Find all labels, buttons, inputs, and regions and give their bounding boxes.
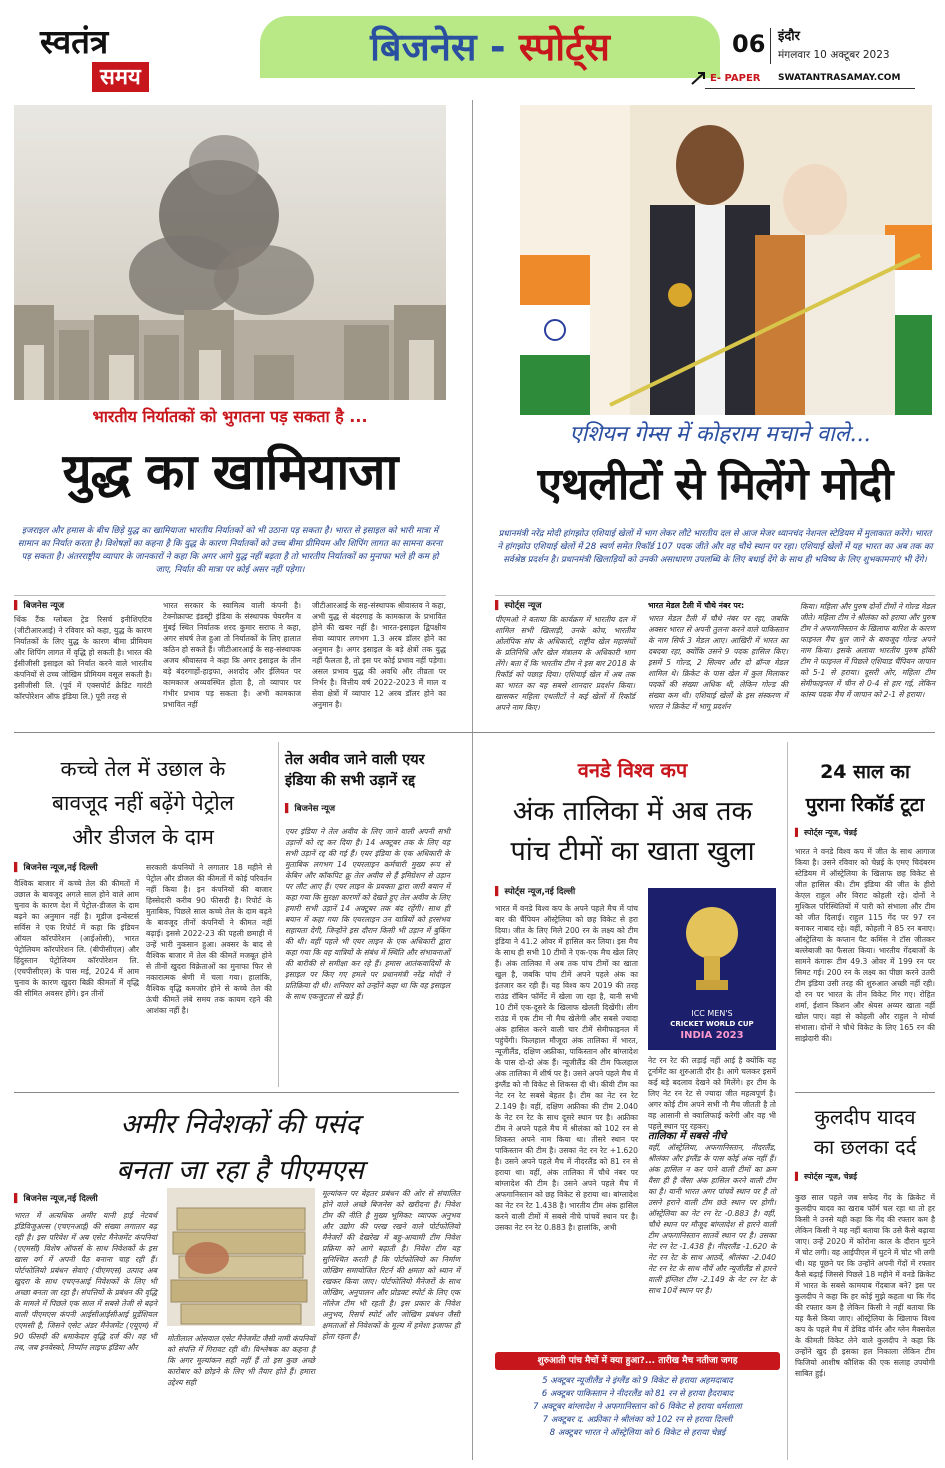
worldcup-headline <box>490 792 775 872</box>
worldcup-headline-line1: अंक तालिका में अब तक <box>512 796 753 827</box>
pms-col2: मोतीलाल ओसवाल एसेट मैनेजमेंट जैसी नामी कंपनियों को संपत्ति में गिरावट रही थी। विश्लेषक का कहना है कि अगर मूल्यांकन सही नहीं हैं तो इस कुछ अच्छे कारोबार को छोड़ने के लिए भी तैयार होते हैं। हमारा उद्देश्य सही <box>167 1334 315 1387</box>
worldcup-col2: नेट रन रेट की लड़ाई नहीं आई है क्योंकि यह टूर्नामेंट का शुरुआती दौर है। आगे चलकर इसमें कई बड़े बदलाव देखने को मिलेंगे। हर टीम के लिए नेट रन रेट से ज्यादा जीत महत्वपूर्ण है। अगर कोई टीम अपने सभी नौ मैच जीतती है तो वह आसानी से क्वालिफाई करेगी और वह भी पहले स्थान पर रहकर। <box>648 1056 776 1131</box>
worldcup-col2b: वहीं, ऑस्ट्रेलिया, अफगानिस्तान, नीदरलैंड, श्रीलंका और इंग्लैंड के पास कोई अंक नहीं हैं। अंक हासिल न कर पाने वाली टीमों का क्रम वैसा ही है जैसा अंक हासिल करने वाली टीम का है। यानी भारत अगर पांचवें स्थान पर है तो उसने हराने वाली टीम छठे स्थान पर होगी। ऑस्ट्रेलिया का नेट रन रेट -0.883 है। वहीं, चौथे स्थान पर मौजूद बांग्लादेश से हारने वाली टीम अफगानिस्तान सातवें स्थान पर है। उसका नेट रन रेट -1.438 है। नीदरलैंड -1.620 के नेट रन रेट के साथ आठवें, श्रीलंका -2.040 नेट रन रेट के साथ नौवें और न्यूजीलैंड से हारने वाली इंग्लिश टीम -2.149 के नेट रन रेट के साथ 10वें स्थान पर है। <box>648 1143 776 1295</box>
fixture-row: 7 अक्टूबर बांग्लादेश ने अफगानिस्तान को 6 विकेट से हराया धर्मशाला <box>533 1401 742 1411</box>
logo[interactable] <box>40 22 190 94</box>
trophy-line1: ICC MEN'S <box>691 1009 733 1018</box>
worldcup-byline: ▌ स्पोर्ट्स न्यूज,नई दिल्ली <box>495 886 575 897</box>
worldcup-headline-line2: पांच टीमों का खाता खुला <box>510 836 755 867</box>
pms-byline: ▌ बिजनेस न्यूज,नई दिल्ली <box>14 1193 98 1204</box>
section-banner <box>260 16 720 78</box>
war-headline: युद्ध का खामियाजा <box>62 443 398 501</box>
record-headline-line2: पुराना रिकॉर्ड टूटा <box>805 794 925 816</box>
kuldeep-byline: ▌ स्पोर्ट्स न्यूज, चेन्नई <box>795 1172 857 1182</box>
section-business: बिजनेस <box>370 25 477 69</box>
oil-headline <box>14 752 272 854</box>
record-body: भारत ने वनडे विश्व कप में जीत के साथ आगाज किया है। उसने रविवार को चेन्नई के एमए चिदंबरम स्टेडियम में ऑस्ट्रेलिया के खिलाफ छह विकेट से जीत हासिल की। टीम इंडिया की जीत के हीरो केएल राहुल और विराट कोहली रहे। दोनों ने मुश्किल परिस्थितियों में पारी को संभाला और टीम को जीत दिलाई। राहुल 115 गेंद पर 97 रन बनाकर नाबाद रहे। वहीं, कोहली ने 85 रन बनाए। ऑस्ट्रेलिया के कप्तान पैट कमिंस ने टॉस जीतकर बल्लेबाजी का फैसला किया। भारतीय गेंदबाजों के सामने कंगारू टीम 49.3 ओवर में 199 रन पर सिमट गई। 200 रन के लक्ष्य का पीछा करने उतरी टीम इंडिया उसी तरह की शुरुआत अच्छी नहीं रही। दो रन पर भारत के तीन विकेट गिर गए। रोहित शर्मा, ईशान किशन और श्रेयस अय्यर खाता नहीं खोल पाए। वहां से कोहली और राहुल ने मोर्चा संभाला। दोनों ने चौथे विकेट के लिए 165 रन की साझेदारी की। <box>795 847 935 1043</box>
page-number: 06 <box>732 30 766 58</box>
war-kicker: भारतीय निर्यातकों को भुगतना पड़ सकता है ... <box>92 407 368 426</box>
airline-headline-line1: तेल अवीव जाने वाली एयर <box>285 752 425 768</box>
pms-col3: मूल्यांकन पर बेहतर प्रबंधन की ओर से संचालित होने वाले अच्छे बिजनेस को खरीदना है। निवेश टीम की नीति है मुख्य भूमिका: व्यापक अनुभव और उद्योग की परख रखने वाले पोर्टफोलियो मैनेजरों की देखरेख में बहु-आयामी टीम निवेश प्रक्रिया को आगे बढ़ाती है। निवेश टीम यह सुनिश्चित करती है कि पोर्टफोलियो का निर्माण जोखिम समायोजित रिटर्न की क्षमता को ध्यान में रखकर किया जाए। पोर्टफोलियो मैनेजरों के साथ जोखिम, अनुपालन और प्रोडक्ट स्पोर्ट के लिए एक नॉलेज टीम भी रहती है। इस प्रकार के निवेश अनुभव, रिसर्च स्पोर्ट और जोखिम प्रबंधन जैसी क्षमताओं से निवेशकों के मूल्य में हमेशा इजाफा ही होता रहता है। <box>322 1189 460 1341</box>
oil-headline-line1: कच्चे तेल में उछाल के <box>60 757 226 781</box>
airline-headline <box>285 750 453 792</box>
war-byline: ▌ बिजनेस न्यूज <box>14 600 64 611</box>
fixture-row: 6 अक्टूबर पाकिस्तान ने नीदरलैंड को 81 रन से हराया हैदराबाद <box>541 1388 734 1398</box>
section-separator: - <box>489 25 506 69</box>
modi-col2-head: भारत मेडल टैली में चौथे नंबर पर: <box>648 601 745 610</box>
modi-col3: किया। महिला और पुरुष दोनों टीमों ने गोल्ड मेडल जीते। महिला टीम ने श्रीलंका को हराया और पुरुष टीम ने अफगानिस्तान के खिलाफ बारिश के कारण फाइनल मैच धुल जाने के बावजूद गोल्ड अपने नाम किया। इसके अलावा भारतीय पुरुष हॉकी टीम ने फाइनल में पिछले एशियाड चैंपियन जापान को 5-1 से हराया। दूसरी ओर, महिला टीम सेमीफाइनल में चीन से 0-4 से हार गई, लेकिन कांस्य पदक मैच में जापान को 2-1 से हराया। <box>800 602 935 699</box>
oil-col2: सरकारी कंपनियों ने लगातार 18 महीने से पेट्रोल और डीजल की कीमतों में कोई परिवर्तन नहीं किया है। इन कंपनियों की बाजार हिस्सेदारी करीब 90 फीसदी है। रिपोर्ट के मुताबिक, पिछले साल कच्चे तेल के दाम बढ़ने के बावजूद तीनों कंपनियों ने कीमत नहीं बढ़ाई। इससे 2022-23 की पहली छमाही में उन्हें भारी नुकसान हुआ। अक्सर के बाद से वैश्विक बाजार में तेल की कीमतें मजबूत होने से तीनों खुदरा विक्रेताओं का मुनाफा फिर से नकारात्मक श्रेणी में चला गया। हालांकि, वैश्विक वृद्धि कमजोर होने से कच्चे तेल की ऊंची कीमतें लंबे समय तक कायम रहने की आशंका नहीं है। <box>146 863 272 1015</box>
record-headline-line1: 24 साल का <box>820 761 910 783</box>
section-sports: स्पोर्ट्स <box>518 25 610 69</box>
modi-headline: एथलीटों से मिलेंगे मोदी <box>537 459 893 510</box>
record-headline <box>795 756 935 822</box>
war-col1: थिंक टैंक ग्लोबल ट्रेड रिसर्च इनीशिएटिव (जीटीआरआई) ने रविवार को कहा, युद्ध के कारण निर्यातकों के लिए युद्ध के कारण बीमा प्रीमियम और शिपिंग लागत में वृद्धि हो सकती है। भारत की ईसीजीसी इसाइल को निर्यात करने वाले भारतीय कंपनियों से उच्च जोखिम प्रीमियम वसूल सकती है। इसीजीसी लि. (पूर्व में एक्सपोर्ट क्रेडिट गारंटी कॉरपोरेशन ऑफ इंडिया लि.) पूरी तरह से <box>14 615 152 701</box>
trophy-line2: CRICKET WORLD CUP <box>670 1020 754 1028</box>
epaper-label[interactable]: E- PAPER <box>710 73 761 84</box>
trophy-line3: INDIA 2023 <box>680 1030 744 1041</box>
pms-headline <box>20 1102 460 1194</box>
war-photo <box>14 105 446 400</box>
modi-col2: भारत मेडल टैली में चौथे नंबर पर रहा, जबकि अक्सर भारत से अपनी तुलना करने वाले पाकिस्तान के नाम सिर्फ 3 मेडल आए। आखिरी में भारत का दबदबा रहा, क्योंकि उसने 9 पदक हासिल किए। इसमें 5 गोल्ड, 2 सिल्वर और दो ब्रॉन्ज मेडल शामिल थे। क्रिकेट के पास खेल में कुल मिलाकर पदकों की संख्या अधिक थी, लेकिन गोल्ड की संख्या कम थी। एशियाई खेलों के इस संस्करण में भारत ने क्रिकेट में भागू प्रदर्शन <box>648 614 788 711</box>
oil-byline: ▌ बिजनेस न्यूज,नई दिल्ली <box>14 862 98 873</box>
masthead <box>0 0 945 95</box>
logo-bottom: समय <box>92 62 149 92</box>
airline-body: एयर इंडिया ने तेल अवीव के लिए जाने वाली अपनी सभी उड़ानों को रद्द कर दिया है। 14 अक्टूबर तक के लिए यह सभी उड़ानें रद्द की गई हैं। एयर इंडिया के एक अधिकारी के मुताबिक लगभग 14 एयरलाइन कर्मचारी मुख्य रूप से केबिन और कॉकपिट क्रू तेल अवीव से हैं इमिग्रेशन से उड़ान पर लौट आए हैं। एयर लाइन के प्रवक्ता द्वारा जारी बयान में कहा गया कि सुरक्षा कारणों को देखते हुए तेल अवीव के लिए हमारी सभी उड़ानें 14 अक्टूबर तक बंद रहेंगी। साथ ही बयान में कहा गया कि एयरलाइन उन यात्रियों को हरसंभव सहायता देगी, जिन्होंने इस दौरान किसी भी उड़ान में बुकिंग की थी। वहीं पहले भी एयर लाइन के एक अधिकारी द्वारा कहा गया कि वह यात्रियों के संबंध में स्थिति और संभावनाओं की बारीकी से समीक्षा कर रहे हैं। हमास आतंकवादियों के इसाइल पर किए गए हमले पर प्रधानमंत्री नरेंद्र मोदी ने प्रतिक्रिया दी थी। शनिवार को उन्होंने कहा था कि वह इसाइल के साथ एकजुटता से खड़े हैं। <box>285 827 450 1001</box>
airline-byline: ▌ बिजनेस न्यूज <box>285 803 335 814</box>
record-byline: ▌ स्पोर्ट्स न्यूज, चेन्नई <box>795 828 857 838</box>
fixture-row: 7 अक्टूबर द. अफ्रीका ने श्रीलंका को 102 रन से हराया दिल्ली <box>542 1414 733 1424</box>
worldcup-subhead: तालिका में सबसे नीचे <box>648 1131 727 1142</box>
modi-col1: पीएमओ ने बताया कि कार्यक्रम में भारतीय दल में शामिल सभी खिलाड़ी, उनके कोच, भारतीय ओलंपिक संघ के अधिकारी, राष्ट्रीय खेल महासंघों के प्रतिनिधि और खेल मंत्रालय के अधिकारी भाग लेंगे। बता दें कि भारतीय टीम ने इस बार 2018 के रिकॉर्ड को पछाड़ दिया। एशियाई खेल में अब तक का भारत का यह सबसे शानदार प्रदर्शन किया। खासकर महिला एथलीटों ने कई खेलों में रिकॉर्ड अपने नाम किए। <box>495 615 635 712</box>
worldcup-col1: भारत में वनडे विश्व कप के अपने पहले मैच में पांच बार की चैंपियन ऑस्ट्रेलिया को छह विकेट से हरा दिया। जीत के लिए मिले 200 रन के लक्ष्य को टीम इंडिया ने 41.2 ओवर में हासिल कर लिया। इस मैच के साथ ही सभी 10 टीमों ने एक-एक मैच खेल लिए हैं। अंक तालिका में अब तक पांच टीमों का खाता खुल है, जबकि पांच टीमें अपने पहले अंक का इंतजार कर रही हैं। यह विश्व कप 2019 की तरह राउंड रॉबिन फॉर्मेट में खेला जा रहा है, यानी सभी 10 टीमें एक-दूसरे के खिलाफ खेलती दिखेंगी। लीग राउंड में एक टीम नौ मैच खेलेगी और सबसे ज्यादा अंक हासिल करने वाली चार टीमें सेमीफाइनल में पहुंचेंगी। फिलहाल मौजूदा अंक तालिका में भारत, न्यूजीलैंड, दक्षिण अफ्रीका, पाकिस्तान और बांग्लादेश के पास दो-दो अंक हैं। न्यूजीलैंड की टीम फिलहाल अंक तालिका में शीर्ष पर है। उसने अपने पहले मैच में इंग्लैंड को नौ विकेट से शिकस्त दी थी। कीवी टीम का नेट रन रेट सबसे बेहतर है। टीम का नेट रन रेट 2.149 है। वहीं, दक्षिण अफ्रीका की टीम 2.040 के नेट रन रेट के साथ दूसरे स्थान पर है। अफ्रीका टीम ने अपने पहले मैच में श्रीलंका को 102 रन से शिकस्त अपने नाम किया था। तीसरे स्थान पर पाकिस्तान की टीम है। उसका नेट रन रेट +1.620 है। उसने अपने पहले मैच में नीदरलैंड को 81 रन से हराया था। वहीं, अंक तालिका में चौथे नंबर पर बांग्लादेश की टीम है। उसने अपने पहले मैच में अफगानिस्तान को छह विकेट से हराया था। बांग्लादेश का नेट रन रेट 1.438 है। भारतीय टीम अंक हासिल करने वाली टीमों में सबसे नीचे पांचवें स्थान पर है। उसका नेट रन रेट 0.883 है। हालांकि, अभी <box>495 904 638 1232</box>
oil-headline-line2: बावजूद नहीं बढ़ेंगे पेट्रोल <box>52 791 234 815</box>
fixture-row: 5 अक्टूबर न्यूजीलैंड ने इंग्लैंड को 9 विकेट से हराया अहमदाबाद <box>542 1375 733 1385</box>
date: मंगलवार 10 अक्टूबर 2023 <box>778 49 890 61</box>
logo-top: स्वतंत्र <box>40 22 109 61</box>
oil-col1: वैश्विक बाजार में कच्चे तेल की कीमतों में उछाल के बावजूद अगले साल होने वाले आम चुनाव के कारण देश में पेट्रोल-डीजल के दाम बढ़ने का अनुमान नहीं है। मूडीज इन्वेस्टर्स सर्विस ने एक रिपोर्ट में कहा कि इंडियन ऑयल कॉरपोरेशन (आईओसी), भारत पेट्रोलियम कॉरपोरेशन लि. (बीपीसीएल) और हिंदुस्तान पेट्रोलियम कॉरपोरेशन लि. (एचपीसीएल) के पास मई, 2024 में आम चुनाव के कारण खुदरा बिक्री कीमतों में वृद्धि की सीमित अवसर होंगे। इन तीनों <box>14 879 139 998</box>
modi-kicker: एशियन गेम्स में कोहराम मचाने वाले... <box>569 422 871 447</box>
pms-col1: भारत में अत्यधिक अमीर यानी हाई नेटवर्थ इंडिविजुअल्स (एचएनआई) की संख्या लगातार बढ़ रही है। इस परिवेश में अब एसेट मैनेजमेंट कंपनियां (एएमसी) विशेष ऑफर्स के साथ निवेशकों के इस खास वर्ग में अपनी पैठ बनाना चाह रही हैं। पोर्टफोलियो प्रबंधन सेवाएं (पीएमएस) उत्पाद अब खुदरा के साथ एचएनआई निवेशकों के लिए भी अच्छा बनता जा रहा है। संपत्तियों के प्रबंधन की वृद्धि के मामले में पिछले एक साल में सबसे तेजी से बढ़ने वाली पीएमएस कंपनी आईसीआईसीआई प्रूडेंशियल एएमसी है, जिसने एसेट अंडर मैनेजमेंट (एयूएम) में 90 फीसदी की धमाकेदार वृद्धि दर्ज की। वह भी तब, जब इनवेस्को, निप्पॉन लाइफ इंडिया और <box>14 1211 157 1352</box>
worldcup-kicker: वनडे विश्व कप <box>577 758 688 782</box>
trophy-photo <box>648 888 776 1050</box>
epaper-arrow-icon <box>688 68 710 88</box>
fixtures-bar: शुरुआती पांच मैचों में क्या हुआ?... तारीख मैच नतीजा जगह <box>495 1352 780 1370</box>
war-col2: भारत सरकार के स्वामित्व वाली कंपनी है। टेक्नोक्राफ्ट इंडस्ट्री इंडिया के संस्थापक चेयरमैन व मुंबई स्थित निर्यातक शरद कुमार सराफ ने कहा, अगर संघर्ष तेज हुआ तो निर्यातकों के लिए हालात कठिन हो सकते हैं। जीटीआरआई के सह-संस्थापक अजय श्रीवास्तव ने कहा कि अगर इसाइल के तीन बड़े बंदरगाहों-हाइफा, अशदोद और ईलियत पर कामकाज अव्यवस्थित होता है, तो व्यापार पर गंभीर प्रभाव पड़ सकता है। अभी कामकाज प्रभावित नहीं <box>163 601 301 709</box>
modi-byline: ▌ स्पोर्ट्स न्यूज <box>495 600 542 611</box>
kuldeep-body: कुछ साल पहले जब सफेद गेंद के क्रिकेट में कुलदीप यादव का खराब फॉर्म चल रहा था तो हर किसी ने उनसे यही कहा कि गेंद की रफ्तार कम है लेकिन किसी ने यह नहीं बताया कि उसे कैसे बढ़ाया जाए। उन्हें 2020 में कोरोना काल के दौरान घुटने में चोट लगी। वह आईपीएल में घुटने में चोट भी लगी थी। यह पूछने पर कि उन्होंने अपनी गेंदों में रफ्तार कैसे बढ़ाई जिससे पिछले 18 महीने में वनडे क्रिकेट में भारत के सबसे कामयाब गेंदबाज बने? इस पर कुलदीप ने कहा कि हर कोई मुझे कहता था कि गेंद की रफ्तार कम है लेकिन किसी ने नहीं बताया कि यह कैसे किया जाए। ऑस्ट्रेलिया के खिलाफ विश्व कप के पहले मैच में डेविड वॉर्नर और ग्लेन मैक्सवेल के कीमती विकेट लेने वाले कुलदीप ने कहा कि उन्होंने खुद ही इसका हल निकाला लेकिन टीम फिजियो आशीष कौशिक की एक सलाह उपयोगी साबित हुई। <box>795 1193 935 1378</box>
trophy-icon <box>648 888 776 1008</box>
website-link[interactable]: SWATANTRASAMAY.COM <box>778 73 901 83</box>
pms-headline-line1: अमीर निवेशकों की पसंद <box>120 1109 360 1140</box>
fixture-row: 8 अक्टूबर भारत ने ऑस्ट्रेलिया को 6 विकेट से हराया चेन्नई <box>549 1427 726 1437</box>
fixtures-list <box>495 1374 780 1439</box>
war-col3: जीटीआरआई के सह-संस्थापक श्रीवास्तव ने कहा, अभी युद्ध से बंदरगाह के कामकाज के प्रभावित होने की खबर नहीं है। भारत-इसाइल द्विपक्षीय सेवा व्यापार लगभग 1.3 अरब डॉलर होने का अनुमान है। अगर इसाइल के बड़े क्षेत्रों तक युद्ध नहीं फैलता है, तो इस पर कोई प्रभाव नहीं पड़ेगा। असल प्रभाव युद्ध की अवधि और तीव्रता पर निर्भर है। वित्तीय वर्ष 2022-2023 में माल व सेवा क्षेत्रों में व्यापार 12 अरब डॉलर होने का अनुमान है। <box>312 601 446 709</box>
modi-intro: प्रधानमंत्री नरेंद्र मोदी हांगझोउ एशियाई खेलों में भाग लेकर लौटे भारतीय दल से आज मेजर ध्यानचंद नेशनल स्टेडियम में मुलाकात करेंगे। भारत ने हांगझोउ एशियाई खेलों में 28 स्वर्ण समेत रिकॉर्ड 107 पदक जीते और वह चौथे स्थान पर रहा। एशियाई खेलों में यह भारत का अब तक का सर्वश्रेष्ठ प्रदर्शन है। प्रधानमंत्री खिलाड़ियों को उनकी असाधारण उपलब्धि के लिए बधाई देंगे के साथ ही भविष्य के लिए शुभकामनाएं भी देंगे। <box>497 529 933 565</box>
kuldeep-headline-line2: का छलका दर्द <box>813 1135 917 1159</box>
city: इंदौर <box>778 29 800 44</box>
kuldeep-headline <box>795 1102 935 1162</box>
kuldeep-headline-line1: कुलदीप यादव <box>814 1105 916 1129</box>
war-intro: इजराइल और हमास के बीच छिड़े युद्ध का खामियाजा भारतीय निर्यातकों को भी उठाना पड़ सकता है। भारत से इसाइल को भारी मात्रा में सामान का निर्यात करता है। विशेषज्ञों का कहना है कि युद्ध के कारण निर्यातकों को उच्च बीमा प्रीमियम और शिपिंग लागत का सामना करना पड़ सकता है। अंतरराष्ट्रीय व्यापार के जानकारों ने कहा कि अगर आगे युद्ध नहीं बढ़ता है तो भारतीय निर्यातकों का मुनाफा भले ही कम हो जाए, निर्यात की मात्रा पर कोई असर नहीं पड़ेगा। <box>17 526 443 575</box>
airline-headline-line2: इंडिया की सभी उड़ानें रद्द <box>285 773 416 789</box>
modi-photo <box>520 105 932 415</box>
oil-headline-line3: और डीजल के दाम <box>72 825 214 849</box>
money-photo <box>167 1188 315 1326</box>
pms-headline-line2: बनता जा रहा है पीएमएस <box>116 1155 364 1186</box>
